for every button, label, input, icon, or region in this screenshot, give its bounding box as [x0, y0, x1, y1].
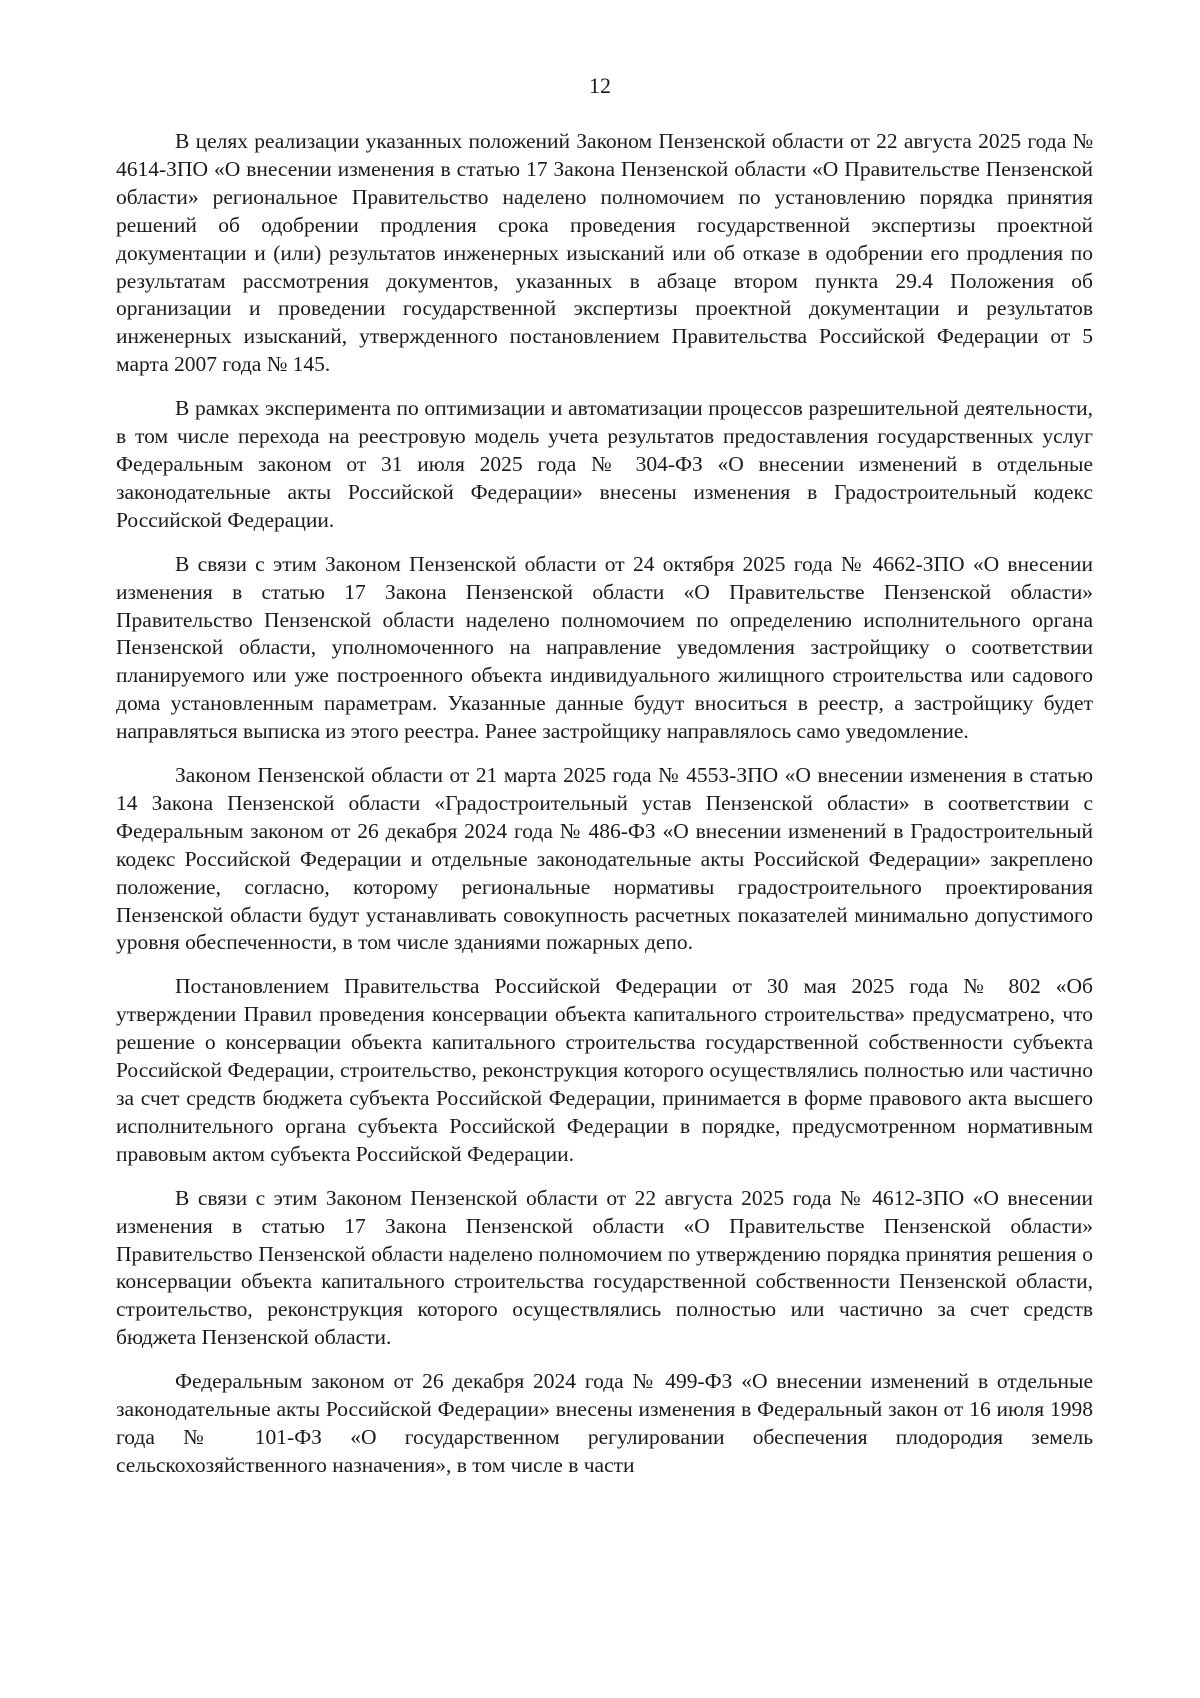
paragraph-6: В связи с этим Законом Пензенской области от 22 августа 2025 года № 4612-ЗПО «О внесении изменения в статью 17 Закона Пензенской области «О Правительстве Пензенской области» Правительство Пензенской области наделено полномочием по утверждению порядка принятия решения о консервации объекта капитального строительства государственной собственности Пензенской области, строительство, реконструкция которого осуществлялись полностью или частично за счет средств бюджета Пензенской области. [116, 1185, 1093, 1350]
document-body [116, 128, 1093, 1480]
paragraph-3: В связи с этим Законом Пензенской области от 24 октября 2025 года № 4662-ЗПО «О внесении изменения в статью 17 Закона Пензенской области «О Правительстве Пензенской области» Правительство Пензенской области наделено полномочием по определению исполнительного органа Пензенской области, уполномоченного на направление уведомления застройщику о соответствии планируемого или уже построенного объекта индивидуального жилищного строительства или садового дома установленным параметрам. Указанные данные будут вноситься в реестр, а застройщику будет направляться выписка из этого реестра. Ранее застройщику направлялось само уведомление. [116, 551, 1093, 744]
paragraph-2: В рамках эксперимента по оптимизации и автоматизации процессов разрешительной деятельности, в том числе перехода на реестровую модель учета результатов предоставления государственных услуг Федеральным законом от 31 июля 2025 года № 304-ФЗ «О внесении изменений в отдельные законодательные акты Российской Федерации» внесены изменения в Градостроительный кодекс Российской Федерации. [116, 396, 1093, 532]
paragraph-5: Постановлением Правительства Российской Федерации от 30 мая 2025 года № 802 «Об утверждении Правил проведения консервации объекта капитального строительства» предусматрено, что решение о консервации объекта капитального строительства государственной собственности субъекта Российской Федерации, строительство, реконструкция которого осуществлялись полностью или частично за счет средств бюджета субъекта Российской Федерации, принимается в форме правового акта высшего исполнительного органа субъекта Российской Федерации в порядке, предусмотренном нормативным правовым актом субъекта Российской Федерации. [116, 974, 1093, 1166]
paragraph-7: Федеральным законом от 26 декабря 2024 года № 499-ФЗ «О внесении изменений в отдельные законодательные акты Российской Федерации» внесены изменения в Федеральный закон от 16 июля 1998 года № 101-ФЗ «О государственном регулировании обеспечения плодородия земель сельскохозяйственного назначения», в том числе в части [116, 1369, 1093, 1477]
paragraph-4: Законом Пензенской области от 21 марта 2025 года № 4553-ЗПО «О внесении изменения в статью 14 Закона Пензенской области «Градостроительный устав Пензенской области» в соответствии с Федеральным законом от 26 декабря 2024 года № 486-ФЗ «О внесении изменений в Градостроительный кодекс Российской Федерации и отдельные законодательные акты Российской Федерации» закреплено положение, согласно, которому региональные нормативы градостроительного проектирования Пензенской области будут устанавливать совокупность расчетных показателей минимально допустимого уровня обеспеченности, в том числе зданиями пожарных депо. [116, 763, 1093, 955]
page-number: 12 [589, 73, 611, 98]
paragraph-1: В целях реализации указанных положений Законом Пензенской области от 22 августа 2025 года № 4614-ЗПО «О внесении изменения в статью 17 Закона Пензенской области «О Правительстве Пензенской области» региональное Правительство наделено полномочием по установлению порядка принятия решений об одобрении продления срока проведения государственной экспертизы проектной документации и (или) результатов инженерных изысканий или об отказе в одобрении его продления по результатам рассмотрения документов, указанных в абзаце втором пункта 29.4 Положения об организации и проведении государственной экспертизы проектной документации и результатов инженерных изысканий, утвержденного постановлением Правительства Российской Федерации от 5 марта 2007 года № 145. [116, 129, 1093, 377]
